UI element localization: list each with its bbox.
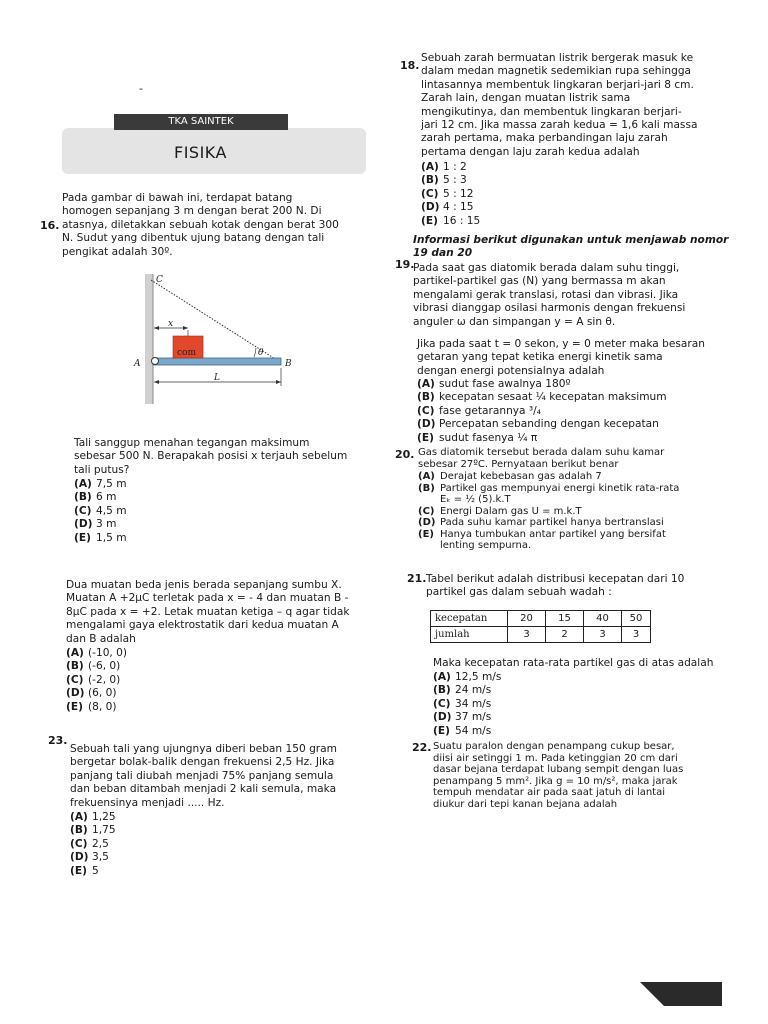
option-text: Eₖ = ½ (5).k.T [440, 494, 511, 505]
q23-line: Sebuah tali yang ujungnya diberi beban 150 gram [70, 743, 337, 755]
option-key: (D) [66, 687, 85, 700]
q17-line: 8μC pada x = +2. Letak muatan ketiga – q agar tidak [66, 605, 350, 618]
label-x: x [168, 319, 174, 329]
label-l: L [214, 373, 220, 383]
header-dash: - [139, 82, 143, 95]
option-key: (C) [417, 404, 435, 417]
option-key: (E) [66, 700, 83, 713]
option-b[interactable] [418, 483, 722, 495]
q18-line: Zarah lain, dengan muatan listrik sama [421, 92, 631, 105]
option-text: Percepatan sebanding dengan kecepatan [439, 418, 659, 431]
info-line: Informasi berikut digunakan untuk menjawab nomor [413, 234, 729, 246]
q23-line: panjang tali diubah menjadi 75% panjang semula [70, 769, 334, 782]
option-text: 5 : 3 [443, 174, 467, 187]
option-key: (C) [418, 505, 435, 517]
option-text: sudut fasenya ¼ π [439, 431, 538, 444]
option-c[interactable] [418, 506, 722, 518]
option-b[interactable] [433, 684, 501, 697]
option-key: (B) [433, 684, 451, 697]
option-key: (B) [421, 174, 439, 187]
option-key: (B) [417, 391, 435, 404]
option-key: (E) [421, 214, 438, 227]
q22-line: diukur dari tepi kanan bejana adalah [433, 798, 618, 810]
option-key: (C) [433, 697, 451, 710]
option-text: 16 : 15 [443, 214, 481, 227]
option-c[interactable] [421, 188, 480, 201]
option-key: (B) [74, 491, 92, 504]
option-text: (-6, 0) [88, 660, 121, 673]
option-c[interactable] [417, 405, 667, 418]
option-text: lenting sempurna. [440, 540, 532, 551]
hinge [152, 358, 159, 365]
q17-line: dan B adalah [66, 632, 136, 645]
q19-number: 19. [395, 258, 415, 271]
option-text: Derajat kebebasan gas adalah 7 [440, 471, 602, 482]
option-e[interactable] [66, 701, 127, 714]
table-row [431, 627, 651, 643]
option-e[interactable] [418, 529, 722, 541]
q17-line: Dua muatan beda jenis berada sepanjang sumbu X. [66, 579, 342, 591]
q22-line: tempuh mendatar air pada saat jatuh di lantai [433, 787, 666, 799]
q16-line: atasnya, diletakkan sebuah kotak dengan berat 300 [62, 218, 339, 231]
option-key: (A) [66, 647, 84, 659]
info-line: 19 dan 20 [413, 247, 473, 260]
table-cell: 20 [508, 611, 546, 627]
q16-options [74, 478, 127, 545]
q16-question [74, 437, 376, 477]
option-key: (E) [417, 431, 434, 444]
option-e-cont [418, 540, 722, 552]
q21-question: Maka kecepatan rata-rata partikel gas di atas adalah [433, 657, 714, 669]
option-key: (D) [74, 518, 93, 531]
option-key: (E) [433, 724, 450, 737]
section-tab: TKA SAINTEK [114, 114, 288, 130]
option-key: (C) [421, 187, 439, 200]
option-key: (A) [433, 671, 451, 683]
option-b[interactable] [417, 391, 667, 404]
q18-line: lintasannya membentuk lingkaran berjari-jari 8 cm. [421, 78, 694, 91]
q20-line: sebesar 27ºC. Pernyataan berikut benar [418, 458, 619, 470]
option-text: 4,5 m [96, 504, 127, 517]
q23-line: dan beban ditambah menjadi 2 kali semula, maka [70, 783, 337, 796]
option-key: (A) [418, 471, 435, 482]
label-theta: θ [258, 348, 264, 358]
option-text: sudut fase awalnya 180º [439, 378, 571, 390]
velocity-table [430, 610, 651, 643]
option-d[interactable] [74, 518, 127, 531]
q23-options [70, 811, 116, 878]
table-header-cell: kecepatan [431, 611, 508, 627]
table-cell: 15 [546, 611, 584, 627]
table-header-cell: jumlah [431, 627, 508, 643]
option-text: fase getarannya ³/₄ [439, 404, 541, 417]
q19-stem [413, 262, 735, 329]
option-text: 3,5 [92, 851, 109, 864]
q23-number: 23. [48, 734, 68, 747]
q19-question [417, 338, 717, 378]
q21-line: Tabel berikut adalah distribusi kecepatan dari 10 [426, 573, 685, 585]
q23-line: frekuensinya menjadi ..... Hz. [70, 796, 225, 809]
option-text: 24 m/s [455, 684, 492, 697]
option-c[interactable] [66, 674, 127, 687]
q18-line: Sebuah zarah bermuatan listrik bergerak masuk ke [421, 52, 694, 64]
option-text: kecepatan sesaat ¼ kecepatan maksimum [439, 391, 667, 404]
option-d[interactable] [66, 687, 127, 700]
option-e[interactable] [433, 725, 501, 738]
q22-line: diisi air setinggi 1 m. Pada ketinggian 20 cm dari [433, 752, 678, 764]
page-corner-tab [640, 982, 722, 1006]
table-cell: 3 [584, 627, 622, 643]
q22-line: penampang 5 mm². Jika g = 10 m/s², maka jarak [433, 775, 678, 787]
option-c[interactable] [433, 698, 501, 711]
q19-question-line: Jika pada saat t = 0 sekon, y = 0 meter maka besaran [417, 338, 705, 350]
q17-options [66, 647, 127, 714]
table-cell: 40 [584, 611, 622, 627]
q19-line: vibrasi dianggap osilasi harmonis dengan frekuensi [413, 302, 686, 315]
option-text: Pada suhu kamar partikel hanya bertranslasi [440, 517, 664, 528]
option-a[interactable] [421, 161, 480, 174]
q17-line: mengalami gaya elektrostatik dari kedua muatan A [66, 619, 339, 632]
option-key: (D) [433, 711, 452, 724]
option-key: (C) [74, 504, 92, 517]
option-key: (B) [418, 482, 435, 494]
option-text: 34 m/s [455, 697, 492, 710]
option-b[interactable] [70, 824, 116, 837]
option-a[interactable] [418, 471, 722, 483]
option-b[interactable] [66, 660, 127, 673]
q19-line: anguler ω dan simpangan y = A sin θ. [413, 315, 616, 328]
q18-line: dalam medan magnetik sedemikian rupa sehingga [421, 65, 692, 78]
option-key: (D) [418, 517, 436, 528]
option-key: (C) [70, 837, 88, 850]
wall [145, 274, 153, 404]
q22-number: 22. [412, 741, 432, 754]
option-key: (E) [70, 864, 87, 877]
option-text: 37 m/s [455, 711, 492, 724]
option-b[interactable] [421, 174, 480, 187]
option-text: 3 m [96, 518, 117, 531]
q21-line: partikel gas dalam sebuah wadah : [426, 586, 612, 599]
option-key: (A) [417, 378, 435, 390]
q16-line: Pada gambar di bawah ini, terdapat batang [62, 192, 293, 204]
q22-stem [433, 741, 736, 811]
option-a[interactable] [70, 811, 116, 824]
option-text: 4 : 15 [443, 201, 474, 214]
option-key: (A) [421, 161, 439, 173]
option-key: (D) [70, 851, 89, 864]
option-d[interactable] [417, 418, 667, 431]
q18-line: pertama dengan laju zarah kedua adalah [421, 145, 640, 158]
label-c: C [156, 275, 163, 285]
option-text: 1,75 [92, 824, 116, 837]
q21-options [433, 671, 501, 738]
option-text: Partikel gas mempunyai energi kinetik rata-rata [440, 482, 680, 494]
q21-stem [426, 573, 726, 600]
option-c[interactable] [74, 505, 127, 518]
option-a[interactable] [66, 647, 127, 660]
label-b: B [285, 359, 292, 369]
q18-options [421, 161, 480, 228]
q23-line: bergetar bolak-balik dengan frekuensi 2,5 Hz. Jika [70, 756, 335, 769]
option-key: (B) [70, 824, 88, 837]
table-cell: 3 [508, 627, 546, 643]
q19-question-line: getaran yang tepat ketika energi kinetik sama [417, 351, 663, 364]
option-text: Energi Dalam gas U = m.k.T [440, 505, 582, 517]
option-b[interactable] [74, 491, 127, 504]
label-com: com [177, 348, 196, 358]
info-heading [413, 234, 728, 261]
option-key: (A) [70, 811, 88, 823]
option-text: 12,5 m/s [455, 671, 502, 683]
subject-title: FISIKA [174, 143, 227, 162]
q16-question-line: Tali sanggup menahan tegangan maksimum [74, 437, 310, 449]
q22-line: dasar bejana terdapat lubang sempit dengan luas [433, 764, 684, 776]
label-a: A [134, 359, 141, 369]
option-e[interactable] [421, 215, 480, 228]
q20-line: Gas diatomik tersebut berada dalam suhu kamar [418, 447, 665, 458]
option-key: (E) [418, 528, 434, 540]
option-key: (D) [421, 201, 440, 214]
beam-diagram [128, 268, 298, 408]
option-d[interactable] [433, 711, 501, 724]
option-text: (6, 0) [88, 687, 117, 700]
option-text: 5 [92, 864, 99, 877]
option-d[interactable] [421, 201, 480, 214]
option-e[interactable] [70, 865, 116, 878]
option-text: 2,5 [92, 837, 109, 850]
q17-line: Muatan A +2μC terletak pada x = - 4 dan muatan B - [66, 592, 349, 605]
q16-stem [62, 192, 365, 259]
table-row [431, 611, 651, 627]
option-a[interactable] [74, 478, 127, 491]
option-c[interactable] [70, 838, 116, 851]
option-text: 54 m/s [455, 724, 492, 737]
q18-line: zarah pertama, maka perbandingan laju zarah [421, 132, 668, 145]
q19-line: mengalami gerak translasi, rotasi dan vibrasi. Jika [413, 288, 679, 301]
q18-line: mengikutinya, dan membentuk lingkaran berjari- [421, 105, 682, 118]
q16-question-line: sebesar 500 N. Berapakah posisi x terjauh sebelum [74, 450, 348, 463]
q19-line: Pada saat gas diatomik berada dalam suhu tinggi, [413, 262, 680, 274]
option-e[interactable] [74, 532, 127, 545]
option-key: (D) [417, 418, 436, 431]
q21-number: 21. [407, 572, 427, 585]
option-text: (-10, 0) [88, 647, 128, 659]
option-d[interactable] [418, 517, 722, 529]
q22-line: Suatu paralon dengan penampang cukup besar, [433, 741, 675, 752]
option-key: (A) [74, 478, 92, 490]
option-key: (C) [66, 673, 84, 686]
q20-stem [418, 447, 718, 470]
option-b-cont [418, 494, 722, 506]
option-text: 1,25 [92, 811, 116, 823]
option-text: 1,5 m [96, 531, 127, 544]
option-key: (E) [74, 531, 91, 544]
q16-question-line: tali putus? [74, 463, 130, 476]
q18-line: jari 12 cm. Jika massa zarah kedua = 1,6 kali massa [421, 119, 698, 132]
q16-line: pengikat adalah 30º. [62, 245, 173, 258]
option-text: Hanya tumbukan antar partikel yang bersifat [440, 528, 666, 540]
option-text: 5 : 12 [443, 187, 474, 200]
option-text: (8, 0) [88, 700, 117, 713]
option-text: 7,5 m [96, 478, 127, 490]
q19-options [417, 378, 667, 445]
q20-options [418, 471, 722, 552]
option-a[interactable] [417, 378, 667, 391]
option-text: (-2, 0) [88, 673, 121, 686]
q20-number: 20. [395, 448, 415, 461]
beam [153, 358, 281, 365]
q18-number: 18. [400, 59, 420, 72]
table-cell: 2 [546, 627, 584, 643]
option-text: 6 m [96, 491, 117, 504]
option-text: 1 : 2 [443, 161, 467, 173]
q19-line: partikel-partikel gas (N) yang bermassa m akan [413, 275, 666, 288]
q16-line: N. Sudut yang dibentuk ujung batang dengan tali [62, 232, 325, 245]
q17-stem [66, 579, 370, 646]
option-a[interactable] [433, 671, 501, 684]
option-key: (B) [66, 660, 84, 673]
table-cell: 50 [622, 611, 651, 627]
q16-number: 16. [40, 219, 60, 232]
option-e[interactable] [417, 432, 667, 445]
q16-line: homogen sepanjang 3 m dengan berat 200 N. Di [62, 205, 322, 218]
q23-stem [70, 743, 370, 810]
option-d[interactable] [70, 851, 116, 864]
q18-stem [421, 52, 723, 159]
q19-question-line: dengan energi potensialnya adalah [417, 364, 605, 377]
table-cell: 3 [622, 627, 651, 643]
